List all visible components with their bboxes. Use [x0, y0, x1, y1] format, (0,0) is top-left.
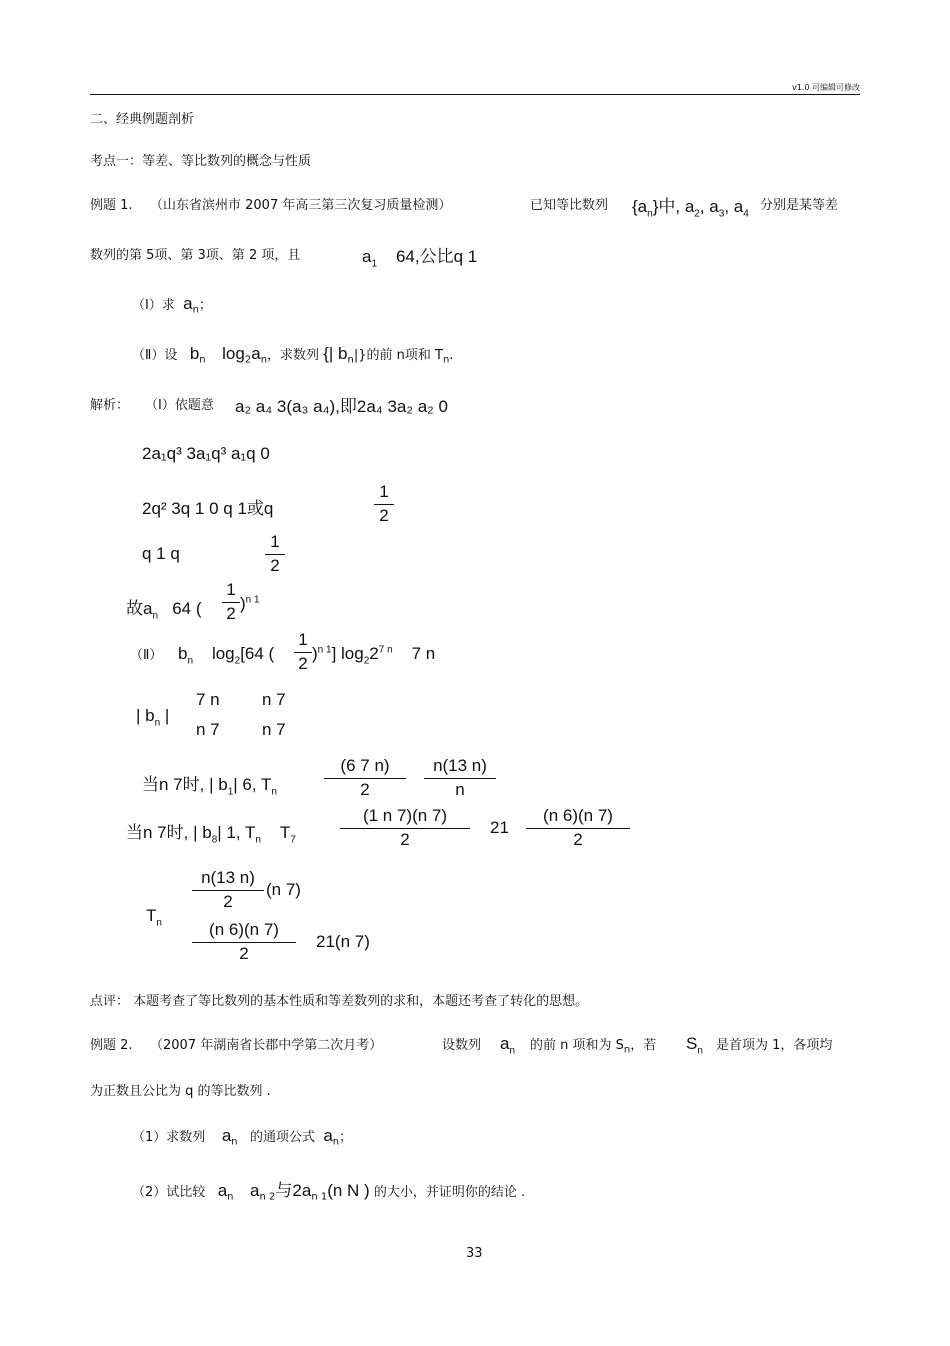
solution-eq4-frac: $\frac{1}{2}$: [265, 532, 285, 577]
solution-eq3-frac: $\frac{1}{2}$: [374, 482, 394, 527]
solution-eq5-frac: $\frac{1}{2}$: [222, 580, 240, 625]
solution-case2a: n 7: [262, 690, 286, 709]
solution-eq1: a₂ a₄ 3(a₃ a₄),即2a₄ 3a₂ a₂ 0: [235, 397, 448, 416]
ex2-text4: 是首项为 1，各项均: [716, 1038, 833, 1053]
solution-tn-cond2: 21(n 7): [316, 932, 370, 951]
solution-when2: 当n 7时, | $b_8|$ 1, $T_n$ $T_7$: [126, 823, 296, 846]
solution-eq5: 故$a_n$ 64 (: [126, 599, 202, 622]
ex2-text2: 的前 n 项和为 $S_n$，若: [530, 1038, 657, 1056]
solution-when2-frac1: $\frac{(1 n 7)(n 7)}{2}$: [340, 806, 470, 851]
ex1-q2: （Ⅱ）设 $b_n$ $\log_2a_n$，求数列 {| $b_n|$}的前 n项和 $T_n$.: [132, 344, 454, 366]
solution-when2-frac2: $\frac{(n 6)(n 7)}{2}$: [526, 806, 630, 851]
solution-case1b: n 7: [196, 720, 220, 739]
solution-case2b: n 7: [262, 720, 286, 739]
header-version: v1.0 可编辑可修改: [792, 83, 860, 92]
solution-eq6-frac: $\frac{1}{2}$: [294, 630, 312, 675]
ex2-line2: 为正数且公比为 q 的等比数列 .: [90, 1084, 271, 1099]
solution-eq6-tail: )$^{n 1}$] $\log_22^{7 n}$ 7 n: [312, 644, 436, 667]
header-rule: [90, 94, 860, 95]
solution-when2-mid: 21: [490, 818, 509, 837]
ex2-q2: （2）试比较 $a_n$ $a_{n 2}$与$2a_{n 1}(n$ N ) 的大小，并证明你的结论 .: [132, 1181, 526, 1203]
solution-when1: 当n 7时, | $b_1|$ 6, $T_n$: [142, 775, 277, 798]
ex2-label: 例题 2.: [90, 1038, 133, 1053]
solution-eq2: 2a₁q³ 3a₁q³ a₁q 0: [142, 444, 270, 463]
solution-part2: （Ⅱ）: [130, 648, 163, 663]
solution-eq6: $b_n$ $\log_2[64$ (: [178, 644, 275, 667]
section-title: 二、经典例题剖析: [90, 112, 195, 127]
solution-tn: $T_n$: [146, 906, 162, 929]
topic-heading: 考点一：等差、等比数列的概念与性质: [90, 154, 312, 169]
ex1-line2: 数列的第 5项、第 3项、第 2 项，且: [90, 248, 301, 263]
ex2-s: $S_n$: [686, 1034, 703, 1057]
ex2-q1: （1）求数列 $a_n$ 的通项公式 $a_n$；: [132, 1126, 353, 1148]
ex1-line2-math: $a_1$ 64,公比q 1: [362, 247, 478, 270]
ex1-known: 已知等比数列: [530, 198, 609, 213]
solution-when1-frac1: $\frac{(6 7 n)}{2}$: [324, 756, 406, 801]
ex2-a: $a_n$: [500, 1034, 516, 1057]
solution-eq3: 2q² 3q 1 0 q 1或q: [142, 499, 274, 518]
solution-case1a: 7 n: [196, 690, 220, 709]
page-number: 33: [466, 1246, 483, 1261]
solution-abs: | $b_n$ |: [136, 706, 170, 729]
solution-part1: （Ⅰ）依题意: [145, 398, 214, 413]
solution-tn-cond1: (n 7): [266, 880, 301, 899]
ex1-desc: 分别是某等差: [760, 198, 839, 213]
ex1-source: （山东省滨州市 2007 年高三第三次复习质量检测）: [150, 198, 452, 213]
solution-eq4: q 1 q: [142, 544, 180, 563]
solution-eq5-tail: )$^{n 1}$: [240, 594, 260, 613]
ex1-label: 例题 1.: [90, 198, 133, 213]
ex2-source: （2007 年湖南省长郡中学第二次月考）: [150, 1038, 383, 1053]
ex1-seq: $\{a_n\}$中, $a_2$, $a_3$, $a_4$: [632, 197, 749, 220]
comment: 点评： 本题考查了等比数列的基本性质和等差数列的求和，本题还考查了转化的思想。: [90, 994, 589, 1009]
ex1-q1: （Ⅰ）求 $a_n$；: [132, 294, 212, 316]
solution-tn-frac1: $\frac{n(13 n)}{2}$: [192, 868, 264, 913]
ex2-text1: 设数列: [442, 1038, 482, 1053]
solution-tn-frac2: $\frac{(n 6)(n 7)}{2}$: [192, 920, 296, 965]
solution-label: 解析：: [90, 398, 130, 413]
solution-when1-frac2: $\frac{n(13 n)}{n}$: [424, 756, 496, 801]
